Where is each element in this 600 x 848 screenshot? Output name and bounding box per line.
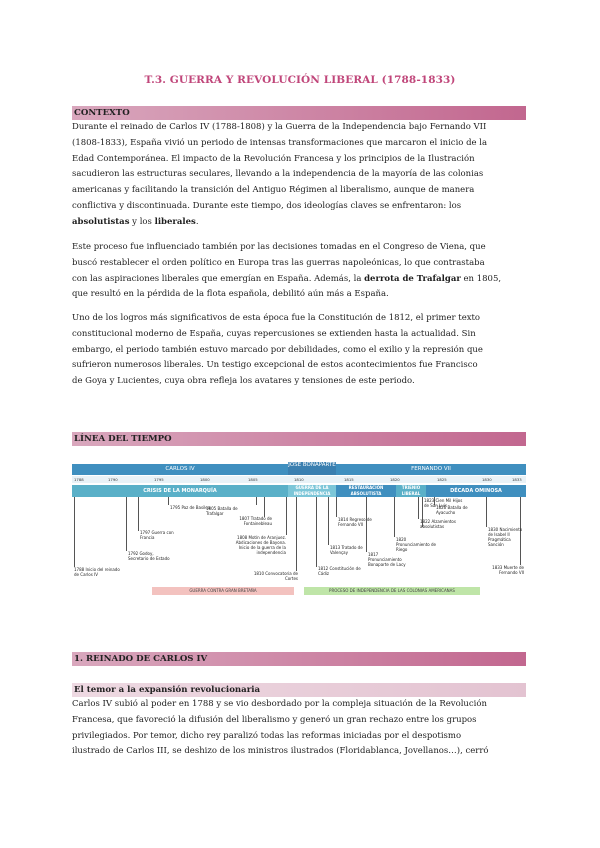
reign-fernando-vii: FERNANDO VII	[336, 464, 526, 475]
war-band-britain: GUERRA CONTRA GRAN BRETAÑA	[152, 587, 294, 595]
event-label: 1805 Batalla de Trafalgar	[206, 506, 238, 516]
year-label: 1805	[248, 477, 258, 482]
event-label: 1830 Nacimiento de Isabel II Pragmática Sanción	[488, 527, 523, 547]
timeline-heading: LÍNEA DEL TIEMPO	[72, 432, 526, 446]
event-line	[286, 497, 287, 535]
event-label: 1823 Cien Mil Hijos de San Luis	[424, 498, 463, 508]
phase-decada-ominosa: DÉCADA OMINOSA	[426, 485, 526, 497]
phase-restauracion: RESTAURACIÓN ABSOLUTISTA	[336, 485, 396, 497]
year-axis	[72, 476, 526, 483]
phase-guerra: GUERRA DE LA INDEPENDENCIA	[288, 485, 336, 497]
war-band-colonies: PROCESO DE INDEPENDENCIA DE LAS COLONIAS AMERICANAS	[304, 587, 480, 595]
year-label: 1825	[437, 477, 447, 482]
event-label: 1792 Godoy, Secretario de Estado	[128, 551, 170, 561]
event-line	[264, 497, 265, 517]
event-line	[316, 497, 317, 567]
section-1-heading: 1. REINADO DE CARLOS IV	[72, 652, 526, 666]
event-label: 1826 Batalla de Ayacucho	[436, 505, 468, 515]
event-label: 1817 Pronunciamiento Bonaparte de Lacy	[368, 552, 406, 567]
contexto-paragraph-1: Durante el reinado de Carlos IV (1788-1808) y la Guerra de la Independencia bajo Fernando VII (1808-1833), España vivió un periodo de intensas transformaciones que marcaron el inicio de la Edad Contemporánea. El impacto de la Revolución Francesa y los principios de la Ilustración sacudieron las estructuras seculares, llevando a la independencia de la mayoría de las colonias americanas y facilitando la transición del Antiguo Régimen al liberalismo, aunque de manera conflictiva y discontinuada. Durante este tiempo, dos ideologías claves se enfrentaron: los absolutistas y los liberales.	[72, 122, 488, 227]
event-label: 1813 Tratado de Valençay	[330, 545, 363, 555]
contexto-paragraph-2: Este proceso fue influenciado también por las decisiones tomadas en el Congreso de Viena, que buscó restablecer el orden político en Europa tras las guerras napoleónicas, lo que contrastaba con las aspiraciones liberales que emergían en España. Además, la derrota de Trafalgar en 1805, que resultó en la pérdida de la flota española, debilitó aún más a España.	[72, 242, 502, 300]
section-1-paragraph: Carlos IV subió al poder en 1788 y se vio desbordado por la compleja situación de la Revolución Francesa, que favoreció la difusión del liberalismo y generó un gran rechazo entre los grupos privilegiados. Por temor, dicho rey paralizó todas las reformas iniciadas por el despotismo ilustrado de Carlos III, se deshizo de los ministros ilustrados (Floridablanca, Jovellanos…), cerró	[72, 699, 489, 757]
phase-crisis: CRISIS DE LA MONARQUÍA	[72, 485, 288, 497]
year-label: 1790	[108, 477, 118, 482]
event-label: 1833 Muerte de Fernando VII	[492, 565, 524, 575]
event-line	[126, 497, 127, 551]
event-label: 1814 Regreso de Fernando VII	[338, 517, 372, 527]
reign-jose-bonaparte: JOSÉ BONAPARTE	[288, 462, 336, 475]
event-line	[256, 497, 257, 505]
event-line	[138, 497, 139, 531]
event-line	[486, 497, 487, 527]
event-label: 1812 Constitución de Cádiz	[318, 566, 361, 576]
contexto-heading: CONTEXTO	[72, 106, 526, 120]
event-line	[394, 497, 395, 537]
phase-trienio: TRIENIO LIBERAL	[396, 485, 426, 497]
event-label: 1795 Paz de Basilea	[170, 505, 211, 510]
year-label: 1810	[294, 477, 304, 482]
event-label: 1788 Inicio del reinado de Carlos IV	[74, 567, 120, 577]
year-label: 1830	[482, 477, 492, 482]
year-label: 1795	[154, 477, 164, 482]
event-label: 1822 Alzamientos absolutistas	[420, 519, 456, 529]
event-line	[418, 497, 419, 519]
year-label: 1833	[512, 477, 522, 482]
year-label: 1800	[200, 477, 210, 482]
event-label: 1807 Tratado de Fontainebleau	[239, 516, 272, 526]
year-label: 1820	[390, 477, 400, 482]
contexto-paragraph-3: Uno de los logros más significativos de esta época fue la Constitución de 1812, el primer texto constitucional moderno de España, cuyas repercusiones se extienden hasta la actualidad. Sin embargo, el periodo también estuvo marcado por debilidades, como el exilio y la represión que sufrieron numerosos liberales. Un testigo excepcional de estos acontecimientos fue Francisco de Goya y Lucientes, cuya obra refleja los avatares y tensiones de este periodo.	[72, 313, 483, 387]
year-label: 1788	[74, 477, 84, 482]
event-label: 1797 Guerra con Francia	[140, 530, 174, 540]
event-line	[168, 497, 169, 505]
event-line	[328, 497, 329, 545]
event-label: 1810 Convocatoria de Cortes	[253, 571, 298, 581]
event-label: 1808 Motín de Aranjuez. Abdicaciones de Bayona. Inicio de la guerra de la independencia	[235, 535, 286, 555]
event-label: 1820 Pronunciamiento de Riego	[396, 537, 437, 552]
year-label: 1815	[344, 477, 354, 482]
timeline-figure	[72, 462, 526, 612]
reign-carlos-iv: CARLOS IV	[72, 464, 288, 475]
event-line	[296, 497, 297, 571]
page-title: T.3. GUERRA Y REVOLUCIÓN LIBERAL (1788-1833)	[144, 74, 456, 86]
event-line	[74, 497, 75, 567]
event-line	[336, 497, 337, 517]
section-1-subheading: El temor a la expansión revolucionaria	[72, 683, 526, 697]
